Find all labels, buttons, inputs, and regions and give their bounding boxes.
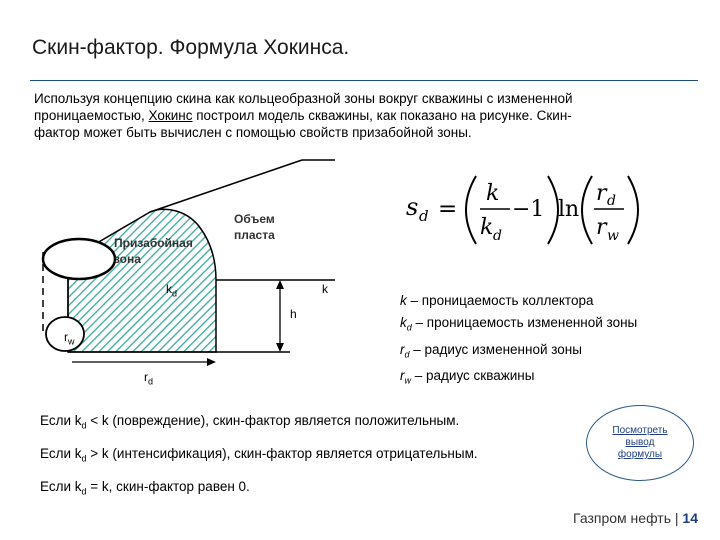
case-zero: [40, 479, 478, 512]
legend-k-desc: – проницаемость коллектора: [406, 293, 594, 308]
kd-subscript: d: [172, 288, 178, 299]
intro-line-3: фактор может быть вычислен с помощью свойств призабойной зоны.: [34, 125, 472, 140]
reservoir-label-2: пласта: [234, 228, 275, 242]
case-zero-start: Если k: [40, 479, 82, 494]
legend-rd: [400, 339, 637, 366]
legend-kd-desc: – проницаемость измененной зоны: [411, 315, 638, 330]
variable-legend: [400, 290, 637, 392]
footer-company: Газпром нефть: [573, 510, 671, 526]
intro-line-1: Используя концепцию скина как кольцеобразной зоны вокруг скважины с измененной: [34, 91, 573, 106]
case-damage-subscript: d: [81, 420, 87, 431]
legend-rw-symbol: r: [400, 368, 405, 384]
legend-k: [400, 290, 637, 312]
footer: [573, 510, 698, 526]
legend-kd-symbol: k: [400, 315, 407, 330]
case-zero-subscript: d: [81, 486, 87, 497]
legend-rd-subscript: d: [404, 349, 410, 360]
view-derivation-button[interactable]: [586, 405, 694, 481]
legend-rd-symbol: r: [400, 341, 405, 357]
k-label: k: [322, 282, 328, 296]
case-stimulation: [40, 446, 478, 479]
intro-line-2-end: построил модель скважины, как показано на рисунке. Скин-: [192, 108, 572, 123]
formula-rd: r: [596, 181, 607, 206]
formula-right-paren-2: [628, 176, 638, 244]
skin-cases: [40, 413, 478, 512]
formula-rd-sub: d: [607, 193, 616, 209]
view-derivation-link[interactable]: Посмотреть вывод формулы: [612, 425, 668, 460]
reservoir-top-line: [150, 160, 302, 212]
legend-kd-subscript: d: [406, 322, 412, 333]
view-derivation-circle[interactable]: [586, 405, 694, 481]
page-number: 14: [682, 510, 698, 526]
formula-rw: r: [596, 215, 607, 240]
formula-k: k: [486, 181, 500, 206]
legend-rw: [400, 365, 637, 392]
case-damage-end: < k (повреждение), скин-фактор является положительным.: [86, 413, 460, 428]
kd-letter: k: [166, 282, 172, 296]
legend-rw-desc: – радиус скважины: [411, 368, 535, 384]
legend-rd-desc: – радиус измененной зоны: [409, 341, 582, 357]
formula-rw-sub: w: [607, 228, 619, 244]
case-damage-start: Если k: [40, 413, 82, 428]
formula-equals: =: [438, 196, 458, 222]
case-stimulation-subscript: d: [81, 453, 87, 464]
wellbore-top-ellipse: [43, 239, 115, 279]
rw-subscript: w: [68, 336, 75, 347]
case-damage: [40, 413, 478, 446]
formula-kd-sub: d: [493, 228, 502, 244]
formula-s: s: [406, 193, 419, 221]
rd-subscript: d: [148, 376, 154, 387]
formula-left-paren-2: [582, 176, 592, 244]
legend-k-symbol: k: [400, 293, 407, 308]
zone-label-1: Призабойная: [114, 236, 193, 250]
rw-label: [64, 330, 75, 346]
rw-letter: r: [64, 330, 68, 344]
reservoir-label-1: Объем: [234, 212, 275, 226]
hawkins-name: Хокинс: [148, 108, 193, 123]
damaged-zone: [68, 209, 216, 352]
formula-kd: k: [480, 215, 494, 240]
page-title: Скин-фактор. Формула Хокинса.: [32, 36, 350, 59]
case-stimulation-start: Если k: [40, 446, 82, 461]
legend-rw-subscript: w: [404, 376, 411, 387]
rd-letter: r: [144, 370, 148, 384]
formula-s-sub: d: [419, 207, 429, 225]
formula-ln: ln: [558, 197, 580, 222]
formula-left-paren: [466, 176, 476, 244]
formula-minus-one: −1: [512, 197, 545, 222]
zone-label-2: зона: [114, 252, 141, 266]
h-label: h: [290, 307, 297, 321]
rd-label: [144, 370, 153, 386]
case-zero-end: = k, скин-фактор равен 0.: [86, 479, 250, 494]
legend-kd: [400, 312, 637, 339]
kd-label: [166, 282, 177, 298]
hawkins-formula: [400, 170, 660, 250]
well-diagram: [0, 0, 400, 400]
intro-line-2-start: проницаемостью,: [34, 108, 149, 123]
footer-separator: |: [671, 510, 683, 526]
formula-right-paren: [548, 176, 558, 244]
case-stimulation-end: > k (интенсификация), скин-фактор является отрицательным.: [86, 446, 478, 461]
